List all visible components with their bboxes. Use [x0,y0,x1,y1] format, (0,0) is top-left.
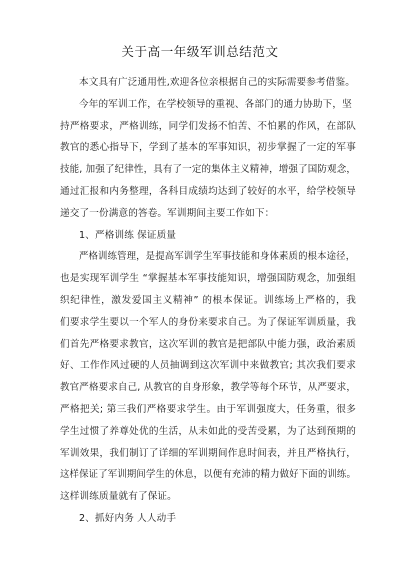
paragraph-line: 持严格要求，严格训练，同学们发扬不怕苦、不怕累的作风，在部队 [60,120,356,132]
section-heading: 1、严格训练 保证质量 [79,229,177,241]
intro-line: 本文具有广泛通用性,欢迎各位亲根据自己的实际需要参考借鉴。 [79,77,356,88]
paragraph-line: 军训效果，我们制订了详细的军训期间作息时间表，并且严格执行， [60,447,356,459]
section-heading: 2、抓好内务 人人动手 [79,512,177,524]
paragraph-line: 递交了一份满意的答卷。军训期间主要工作如下： [60,207,275,219]
paragraph-line: 织纪律性，激发爱国主义精神” 的根本保证。训练场上严格的，我 [60,294,356,306]
paragraph-line: 严格把关; 第三我们严格要求学生。由于军训强度大，任务重，很多 [60,403,356,415]
paragraph-line: 学生过惯了养尊处优的生活，从未如此的受苦受累，为了达到预期的 [60,425,356,437]
paragraph-line: 通过汇报和内务整理，各科目成绩均达到了较好的水平，给学校领导 [60,185,356,197]
paragraph-line: 教官严格要求自己, 从教官的自身形象，教学等每个环节，从严要求， [60,382,356,394]
paragraph-line: 技能, 加强了纪律性，具有了一定的集体主义精神，增强了国防观念， [60,164,356,176]
paragraph-line: 教官的悉心指导下，学到了基本的军事知识，初步掌握了一定的军事 [60,142,356,154]
paragraph-line: 今年的军训工作，在学校领导的重视、各部门的通力协助下，坚 [79,98,352,110]
document-body [60,72,356,530]
paragraph-line: 这样保证了军训期间学生的休息，以便有充沛的精力做好下面的训练。 [60,469,356,481]
paragraph-line: 好、工作作风过硬的人员抽调到这次军训中来做教官; 其次我们要求 [60,360,356,372]
paragraph-line: 严格训练管理，是提高军训学生军事技能和身体素质的根本途径， [79,251,356,263]
paragraph-line: 们首先严格要求教官，这次军训的教官是把部队中能力强，政治素质 [60,338,356,350]
document-title: 关于高一年级军训总结范文 [121,44,279,59]
paragraph-line: 也是实现军训学生 “掌握基本军事技能知识，增强国防观念，加强组 [60,273,356,285]
paragraph-line: 们要求学生要以一个军人的身份来要求自己。为了保证军训质量，我 [60,316,356,328]
paragraph-line: 这样训练质量就有了保证。 [60,491,177,503]
